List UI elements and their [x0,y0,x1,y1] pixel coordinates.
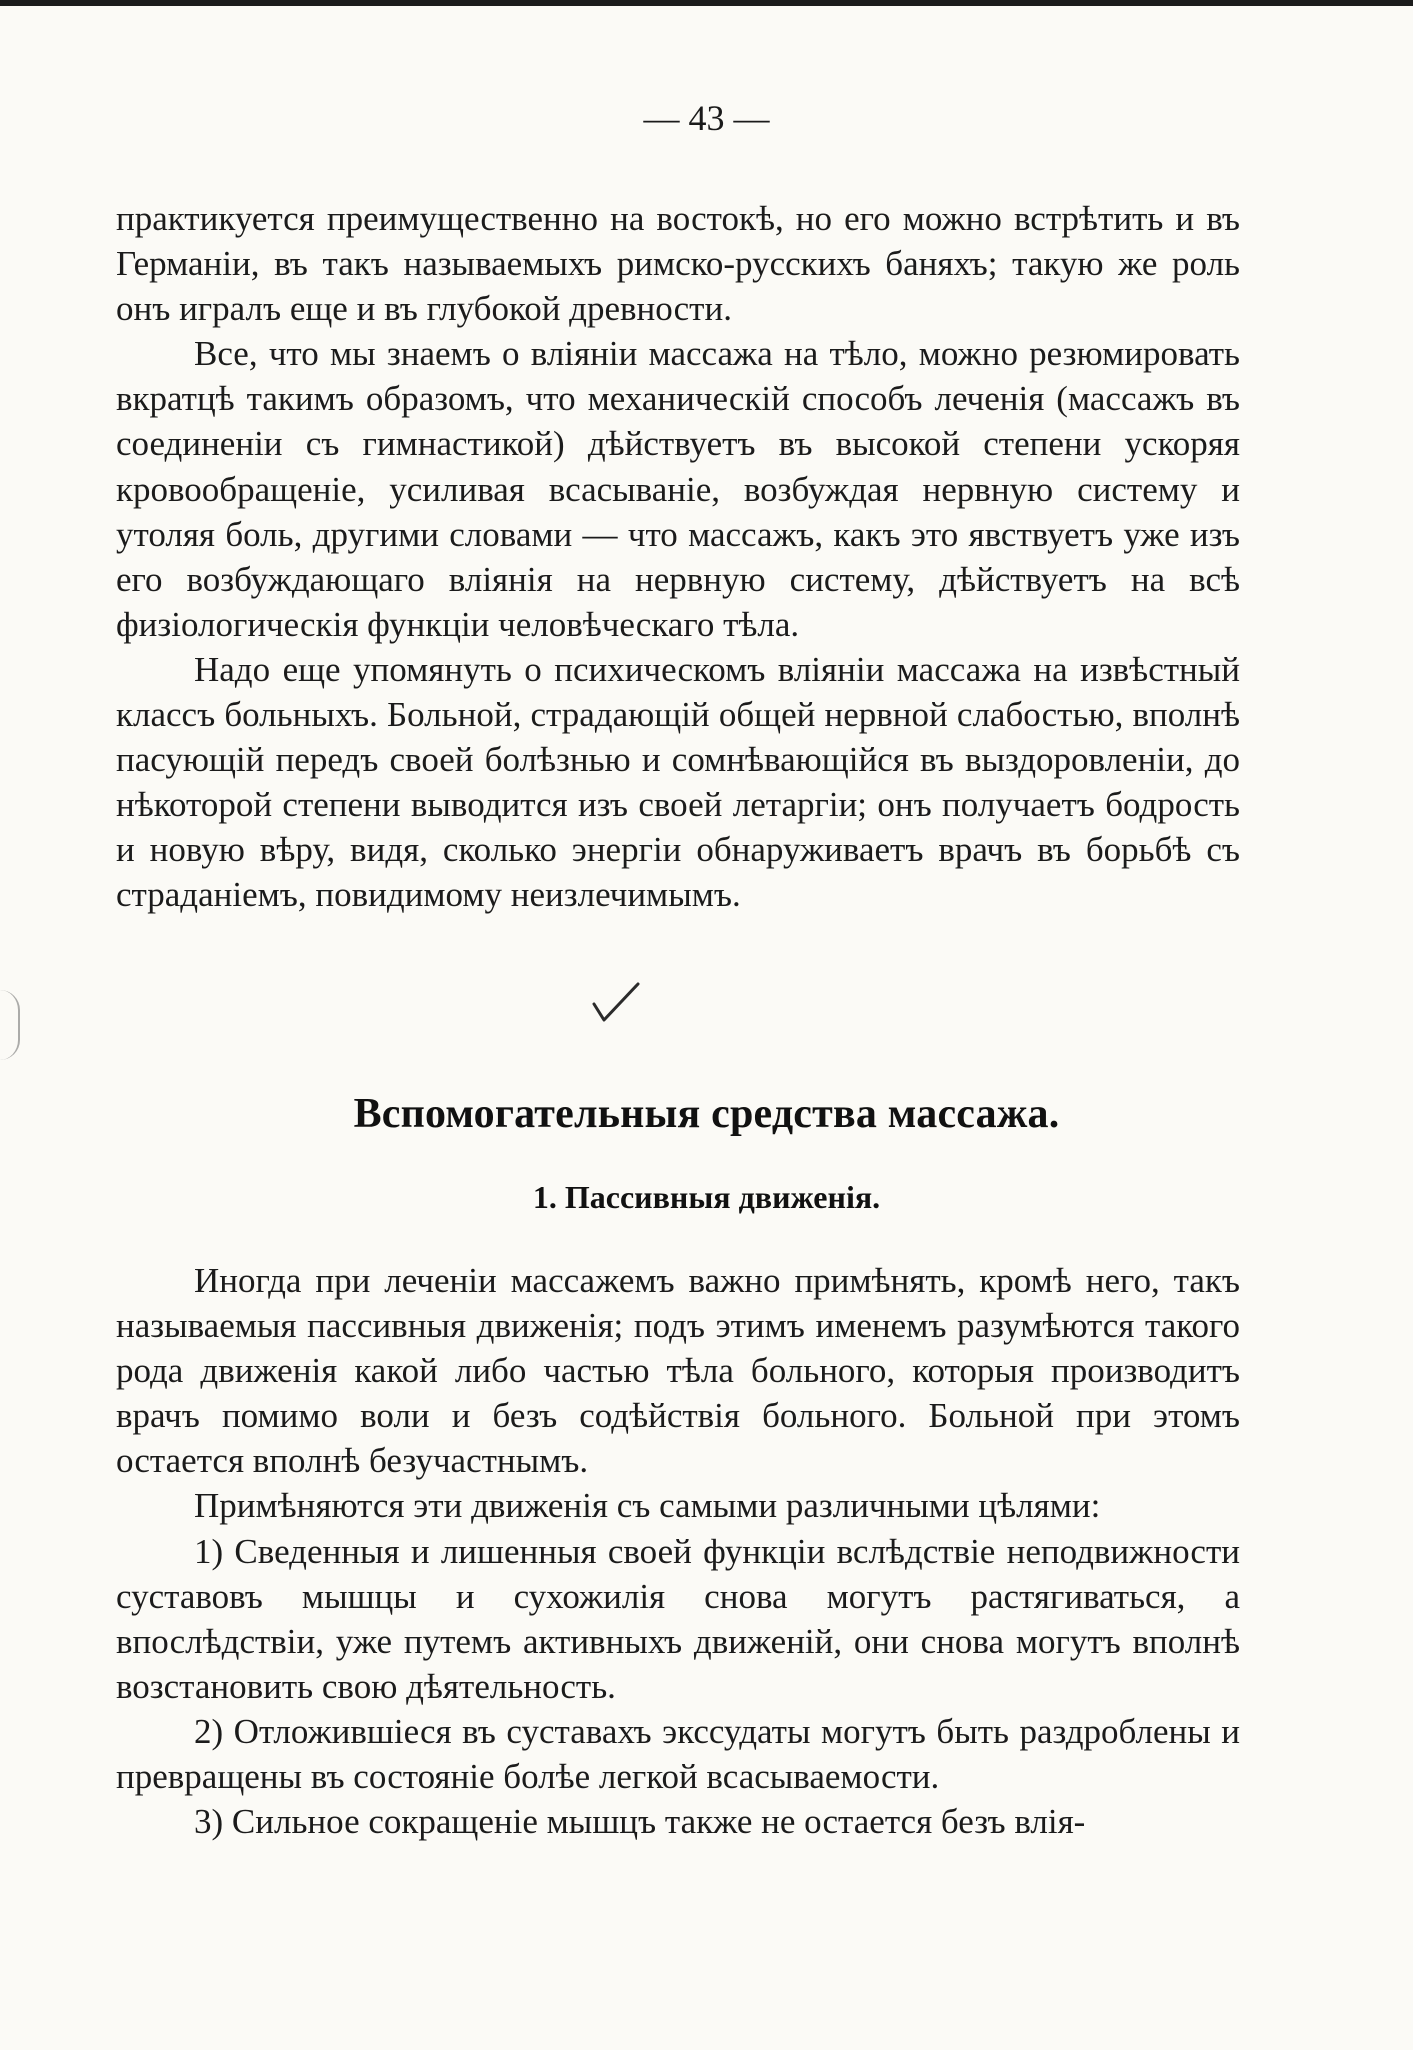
body-text-top [116,196,1240,918]
list-item-3: 3) Сильное сокращеніе мышцъ также не остается безъ влія- [194,1802,1086,1842]
margin-mark [0,990,20,1060]
paragraph-passive-movements: Иногда при леченіи массажемъ важно примѣнять, кромѣ него, такъ называемыя пассивныя движенія; подъ этимъ именемъ разумѣются такого рода движенія какой либо частью тѣла больного, которыя производитъ врачъ помимо воли и безъ содѣйствія больного. Больной при этомъ остается вполнѣ безучастнымъ. [116,1261,1240,1481]
subsection-title: 1. Пассивныя движенія. [532,1179,881,1215]
body-text-bottom [116,1258,1240,1844]
paragraph-massage-effects: Все, что мы знаемъ о вліяніи массажа на тѣло, можно резюмировать вкратцѣ такимъ образомъ, что механическій способъ леченія (массажъ въ соединеніи съ гимнастикой) дѣйствуетъ въ высокой степени ускоряя кровообращеніе, усиливая всасываніе, возбуждая нервную систему и утоляя боль, другими словами — что массажъ, какъ это явствуетъ уже изъ его возбуждающаго вліянія на нервную систему, дѣйствуетъ на всѣ физіологическія функціи человѣческаго тѣла. [116,334,1240,644]
section-title: Вспомогательныя средства массажа. [353,1091,1060,1137]
paragraph-psychic-influence: Надо еще упомянуть о психическомъ вліяніи массажа на извѣстный классъ больныхъ. Больной, страдающій общей нервной слабостью, вполнѣ пасующій передъ своей болѣзнью и сомнѣвающійся въ выздоровленіи, до нѣкоторой степени выводится изъ своей летаргіи; онъ получаетъ бодрость и новую вѣру, видя, сколько энергіи обнаруживаетъ врачъ въ борьбѣ съ страданіемъ, повидимому неизлечимымъ. [116,649,1240,915]
paragraph-continued: практикуется преимущественно на востокѣ, но его можно встрѣтить и въ Германіи, въ такъ называемыхъ римско-русскихъ баняхъ; такую же роль онъ игралъ еще и въ глубокой древности. [116,199,1240,329]
top-border [0,0,1413,6]
paragraph-purposes: Примѣняются эти движенія съ самыми различными цѣлями: [194,1486,1101,1526]
list-item-2: 2) Отложившіеся въ суставахъ экссудаты могутъ быть раздроблены и превращены въ состояніе болѣе легкой всасываемости. [116,1711,1240,1797]
check-mark-icon [590,980,642,1024]
page-number: — 43 — [643,98,770,138]
list-item-1: 1) Сведенныя и лишенныя своей функціи вслѣдствіе неподвижности суставовъ мышцы и сухожилія снова могутъ растягиваться, а впослѣдствіи, уже путемъ активныхъ движеній, они снова могутъ вполнѣ возстановить свою дѣятельность. [116,1531,1240,1706]
